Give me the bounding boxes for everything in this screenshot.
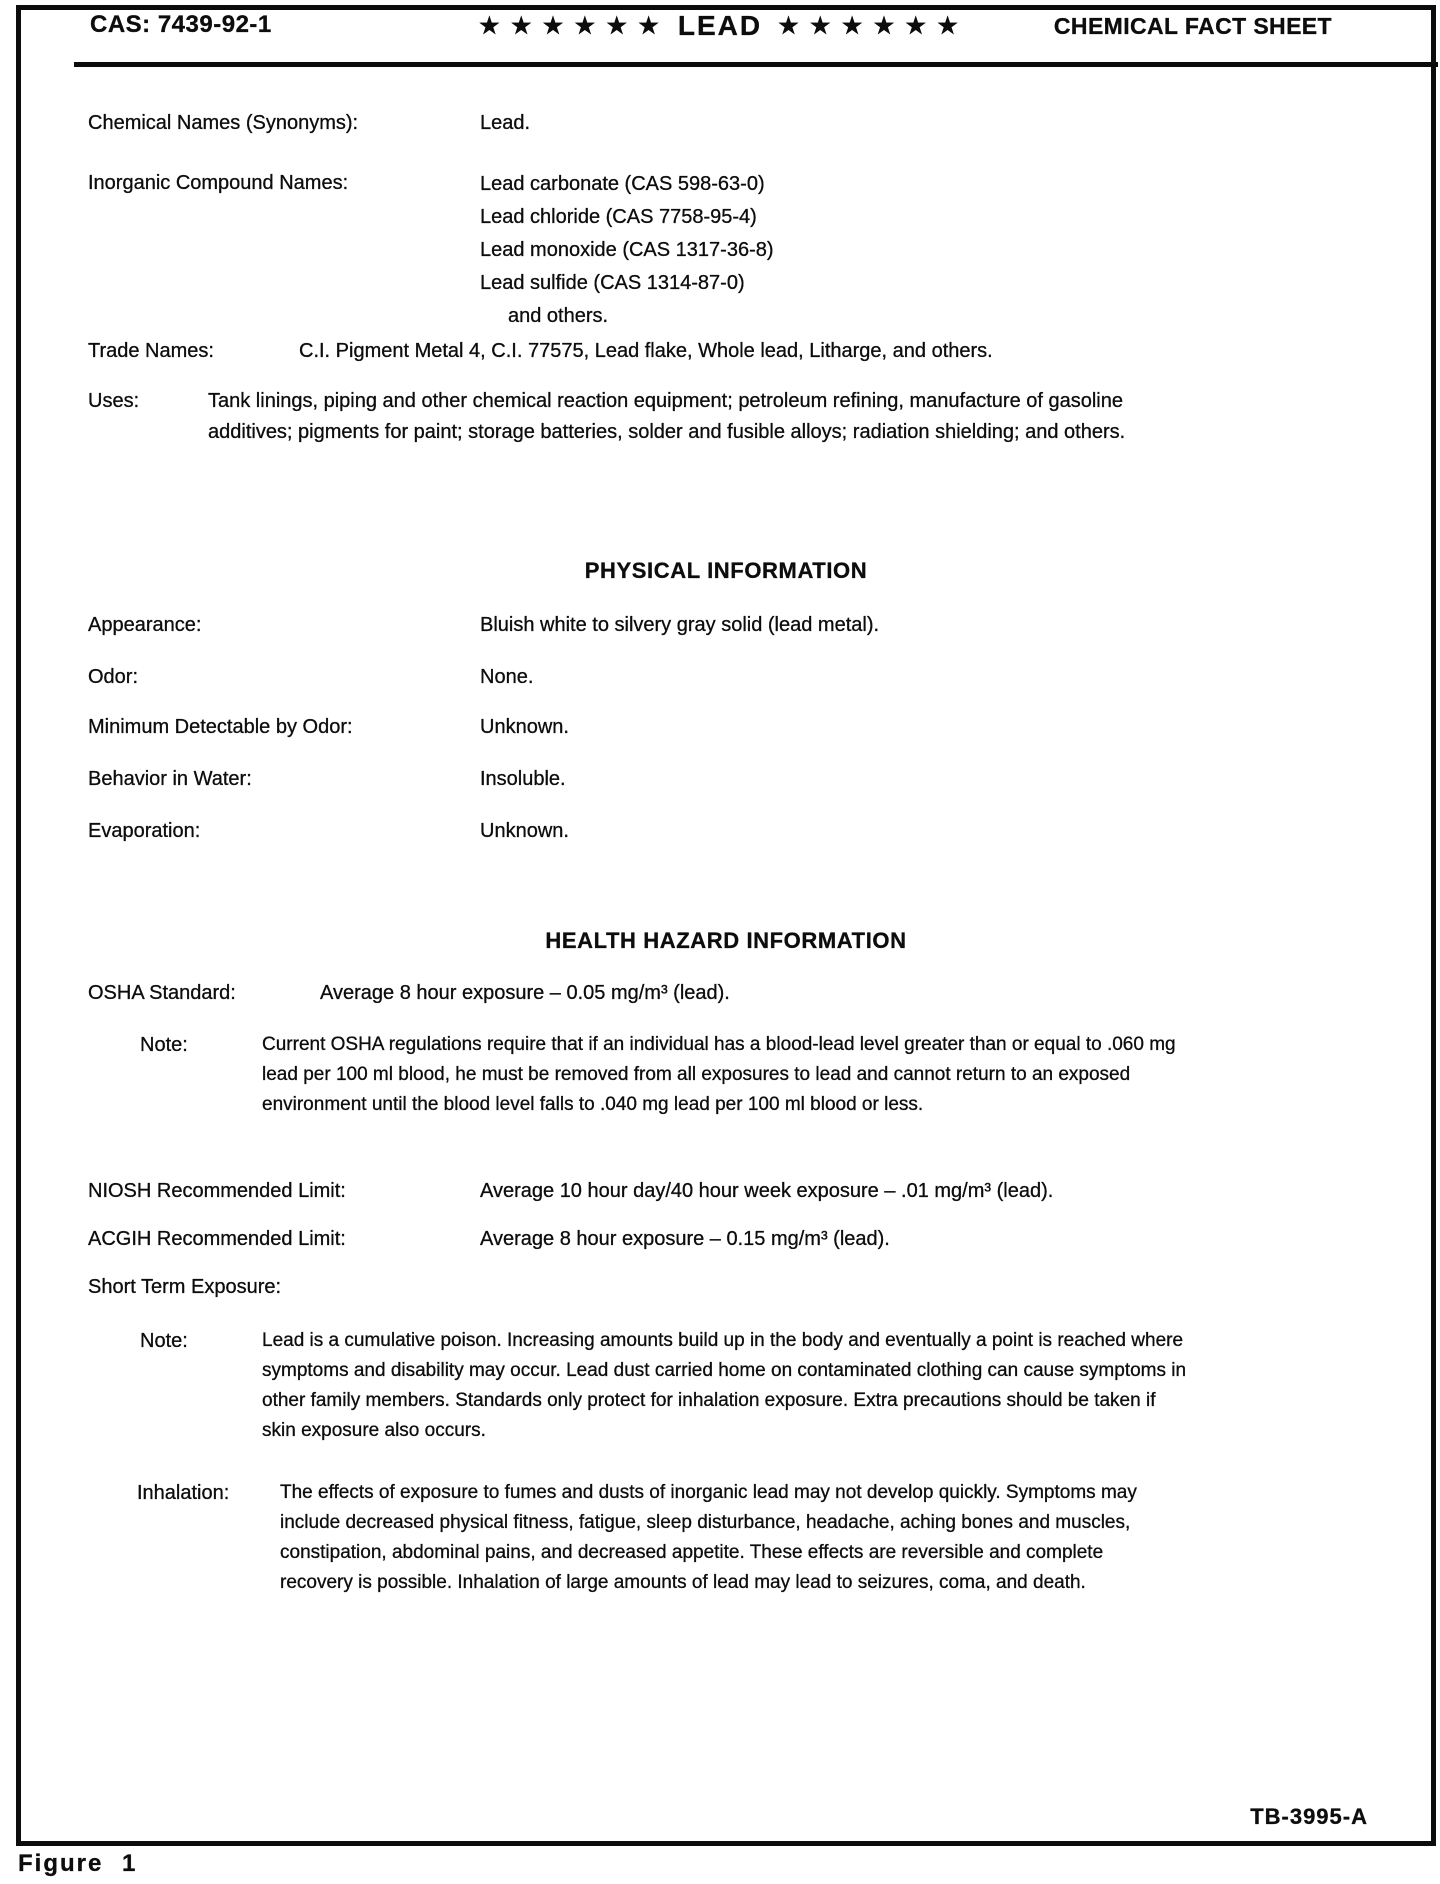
acgih-limit-row [88, 1224, 1384, 1255]
osha-standard-row [88, 978, 1384, 1009]
inorganic-compound-item: Lead monoxide (CAS 1317-36-8) [480, 239, 774, 261]
niosh-limit-label: NIOSH Recommended Limit: [88, 1180, 346, 1202]
inhalation-text: The effects of exposure to fumes and dusts of inorganic lead may not develop quickly. Symptoms may include decreased physical fitness, fatigue, sleep disturbance, headache, aching bones and muscles, constipation, abdominal pains, and decreased appetite. These effects are reversible and complete recovery is possible. Inhalation of large amounts of lead may lead to seizures, coma, and death. [280, 1482, 1137, 1593]
inorganic-compound-item: Lead chloride (CAS 7758-95-4) [480, 206, 757, 228]
niosh-limit-row [88, 1176, 1384, 1207]
behavior-in-water-value: Insoluble. [480, 768, 566, 790]
short-term-note-label: Note: [140, 1330, 188, 1352]
uses-label: Uses: [88, 390, 140, 412]
physical-information-heading: PHYSICAL INFORMATION [584, 558, 868, 583]
evaporation-label: Evaporation: [88, 820, 201, 842]
health-hazard-heading: HEALTH HAZARD INFORMATION [545, 928, 907, 953]
osha-note-row [140, 1030, 1192, 1120]
short-term-note-text: Lead is a cumulative poison. Increasing amounts build up in the body and eventually a point is reached where symptoms and disability may occur. Lead dust carried home on contaminated clothing can cause symptoms in other family members. Standards only protect for inhalation exposure. Extra precautions should be taken if skin exposure also occurs. [262, 1330, 1187, 1441]
trade-names-label: Trade Names: [88, 340, 214, 362]
appearance-value: Bluish white to silvery gray solid (lead metal). [480, 614, 880, 636]
minimum-detectable-row [88, 712, 1384, 743]
acgih-limit-label: ACGIH Recommended Limit: [88, 1228, 346, 1250]
header-rule [74, 62, 1438, 67]
stars-left-icon: ★ ★ ★ ★ ★ ★ [479, 13, 662, 38]
odor-value: None. [480, 666, 534, 688]
odor-row [88, 662, 1384, 693]
chemical-names-row [88, 108, 1384, 139]
behavior-in-water-row [88, 764, 1384, 795]
short-term-note-row [140, 1326, 1192, 1446]
uses-row [88, 386, 1384, 448]
minimum-detectable-value: Unknown. [480, 716, 569, 738]
evaporation-value: Unknown. [480, 820, 569, 842]
inhalation-label: Inhalation: [137, 1482, 230, 1504]
document-number: TB-3995-A [1250, 1804, 1368, 1829]
chemical-name-title: LEAD [677, 10, 763, 41]
figure-caption: Figure 1 [18, 1850, 138, 1877]
stars-right-icon: ★ ★ ★ ★ ★ ★ [778, 13, 961, 38]
chemical-names-value: Lead. [480, 112, 531, 134]
chemical-names-label: Chemical Names (Synonyms): [88, 112, 359, 134]
inhalation-row [137, 1478, 1160, 1598]
inorganic-compound-others: and others. [508, 305, 609, 327]
inorganic-compound-item: Lead carbonate (CAS 598-63-0) [480, 173, 765, 195]
acgih-limit-value: Average 8 hour exposure – 0.15 mg/m³ (lead). [480, 1228, 890, 1250]
odor-label: Odor: [88, 666, 139, 688]
inorganic-compounds-label: Inorganic Compound Names: [88, 172, 349, 194]
osha-standard-label: OSHA Standard: [88, 982, 236, 1004]
cas-number: CAS: 7439-92-1 [90, 11, 272, 38]
minimum-detectable-label: Minimum Detectable by Odor: [88, 716, 353, 738]
trade-names-row [88, 336, 1384, 367]
osha-note-text: Current OSHA regulations require that if an individual has a blood-lead level greater than or equal to .060 mg lead per 100 ml blood, he must be removed from all exposures to lead and cannot return to an exposed environment until the blood level falls to .040 mg lead per 100 ml blood or less. [262, 1034, 1176, 1115]
short-term-exposure-label: Short Term Exposure: [88, 1276, 282, 1298]
appearance-label: Appearance: [88, 614, 202, 636]
fact-sheet-label: CHEMICAL FACT SHEET [1053, 13, 1332, 39]
inorganic-compound-item: Lead sulfide (CAS 1314-87-0) [480, 272, 745, 294]
behavior-in-water-label: Behavior in Water: [88, 768, 252, 790]
osha-note-label: Note: [140, 1034, 188, 1056]
appearance-row [88, 610, 1384, 641]
niosh-limit-value: Average 10 hour day/40 hour week exposure – .01 mg/m³ (lead). [480, 1180, 1054, 1202]
trade-names-value: C.I. Pigment Metal 4, C.I. 77575, Lead flake, Whole lead, Litharge, and others. [299, 340, 993, 362]
inorganic-compounds-row [88, 168, 1384, 333]
evaporation-row [88, 816, 1384, 847]
uses-value: Tank linings, piping and other chemical reaction equipment; petroleum refining, manufacture of gasoline additives; pigments for paint; storage batteries, solder and fusible alloys; radiation shielding; and others. [208, 390, 1126, 443]
osha-standard-value: Average 8 hour exposure – 0.05 mg/m³ (lead). [320, 982, 730, 1004]
inorganic-compounds-values [480, 168, 1384, 333]
